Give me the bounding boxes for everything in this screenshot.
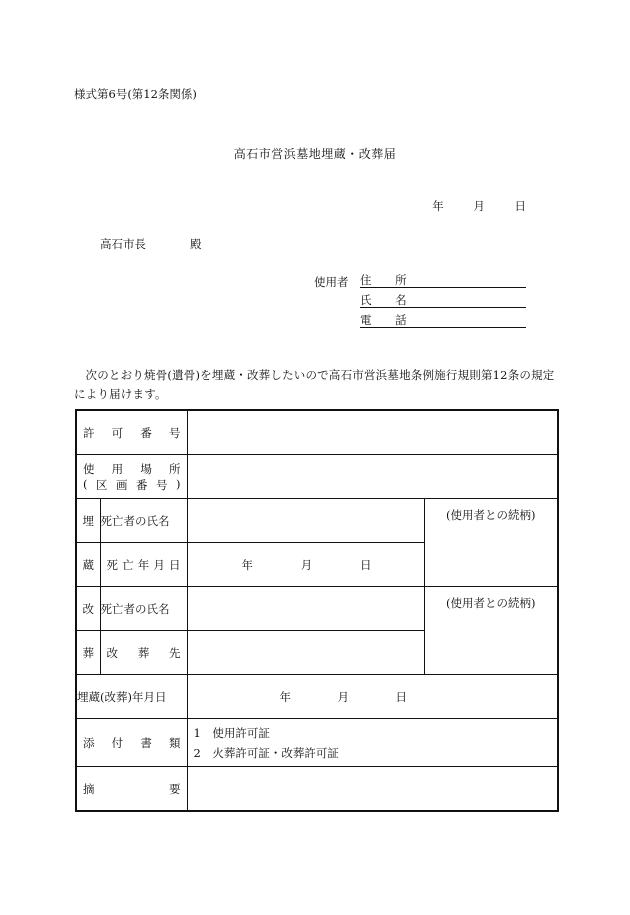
reburial-side-bottom: 葬 (76, 631, 100, 675)
burial-date-day: 日 (395, 689, 407, 704)
user-address-label: 住 所 (360, 273, 417, 287)
location-label (77, 461, 187, 477)
burial-date-units (188, 689, 558, 705)
burial-deceased-name-input[interactable] (187, 499, 424, 543)
death-date-label (101, 557, 187, 573)
reburial-side-top: 改 (76, 587, 100, 631)
death-date-input[interactable] (187, 543, 424, 587)
row-reburial-name (76, 587, 558, 631)
date-day-unit: 日 (514, 199, 526, 213)
burial-date-month: 月 (337, 689, 349, 704)
label-char: 死 (106, 557, 118, 572)
label-char: 区 (96, 477, 108, 492)
death-date-units (188, 557, 424, 573)
attachments-list (187, 719, 558, 767)
death-date-day: 日 (360, 557, 372, 572)
attachments-label-cell (76, 719, 187, 767)
row-burial-name (76, 499, 558, 543)
user-name-label: 氏 名 (360, 293, 417, 307)
label-char: ) (176, 476, 181, 491)
page-title: 高石市営浜墓地埋蔵・改葬届 (233, 147, 397, 161)
label-char: 年 (137, 557, 150, 572)
label-char: 号 (156, 477, 168, 492)
label-char: 日 (169, 557, 181, 572)
label-char: 番 (136, 477, 148, 492)
user-address-field[interactable] (360, 272, 526, 288)
label-char: 先 (169, 645, 181, 660)
attachment-item: 1 使用許可証 (193, 725, 270, 740)
addressee-honorific: 殿 (190, 237, 202, 251)
label-char: 要 (169, 781, 181, 796)
date-month-unit: 月 (473, 199, 485, 213)
summary-label (77, 781, 187, 797)
location-sublabel (77, 477, 187, 493)
label-char: 改 (106, 645, 118, 660)
death-date-month: 月 (300, 557, 313, 572)
burial-relation-cell[interactable] (424, 499, 558, 587)
reburial-destination-input[interactable] (187, 631, 424, 675)
label-char: 類 (168, 735, 181, 750)
permit-number-input[interactable] (187, 410, 558, 455)
notification-table (75, 409, 559, 812)
burial-deceased-name-label: 死亡者の氏名 (100, 499, 187, 543)
permit-number-label (77, 425, 187, 441)
date-year-unit: 年 (432, 199, 444, 213)
label-char: 葬 (137, 645, 150, 660)
intro-text: 次のとおり焼骨(遺骨)を埋蔵・改葬したいので高石市営浜墓地条例施行規則第12条の規定により届けます。 (74, 368, 555, 401)
label-char: 月 (153, 557, 165, 572)
row-burial-date (76, 675, 558, 719)
label-char: 可 (111, 425, 124, 440)
attachments-label (77, 735, 187, 751)
form-code: 様式第6号(第12条関係) (74, 87, 197, 101)
burial-relation-label: (使用者との続柄) (446, 508, 536, 522)
reburial-deceased-name-input[interactable] (187, 587, 424, 631)
burial-date-year: 年 (279, 689, 291, 704)
burial-side-top: 埋 (76, 499, 100, 543)
user-phone-label: 電 話 (360, 313, 417, 327)
attachment-item: 2 火葬許可証・改葬許可証 (193, 745, 339, 760)
label-char: 番 (140, 425, 152, 440)
label-char: 所 (168, 461, 181, 476)
reburial-relation-cell[interactable] (424, 587, 558, 675)
row-permit-number (76, 410, 558, 455)
burial-side-bottom: 蔵 (76, 543, 100, 587)
summary-input[interactable] (187, 767, 558, 812)
location-label-cell (76, 455, 187, 499)
burial-date-input[interactable] (187, 675, 558, 719)
addressee (100, 236, 202, 252)
death-date-year: 年 (241, 557, 253, 572)
user-phone-field[interactable] (360, 312, 526, 328)
row-summary (76, 767, 558, 812)
label-char: ( (83, 476, 88, 491)
label-char: 付 (111, 735, 124, 750)
label-char: 号 (168, 425, 181, 440)
label-char: 亡 (122, 557, 134, 572)
reburial-relation-label: (使用者との続柄) (446, 596, 536, 610)
label-char: 添 (83, 735, 95, 750)
permit-number-label-cell (76, 410, 187, 455)
row-attachments (76, 719, 558, 767)
user-label: 使用者 (314, 275, 349, 289)
row-location (76, 455, 558, 499)
label-char: 場 (140, 461, 152, 476)
reburial-destination-label (101, 645, 187, 661)
addressee-name: 高石市長 (100, 237, 146, 251)
reburial-destination-label-cell (100, 631, 187, 675)
reburial-deceased-name-label: 死亡者の氏名 (100, 587, 187, 631)
summary-label-cell (76, 767, 187, 812)
location-input[interactable] (187, 455, 558, 499)
label-char: 摘 (83, 781, 95, 796)
label-char: 画 (116, 477, 128, 492)
label-char: 書 (140, 735, 152, 750)
submission-date (406, 198, 526, 214)
death-date-label-cell (100, 543, 187, 587)
label-char: 用 (111, 461, 124, 476)
burial-date-label: 埋蔵(改葬)年月日 (76, 675, 187, 719)
label-char: 使 (83, 461, 95, 476)
label-char: 許 (83, 425, 95, 440)
user-name-field[interactable] (360, 292, 526, 308)
